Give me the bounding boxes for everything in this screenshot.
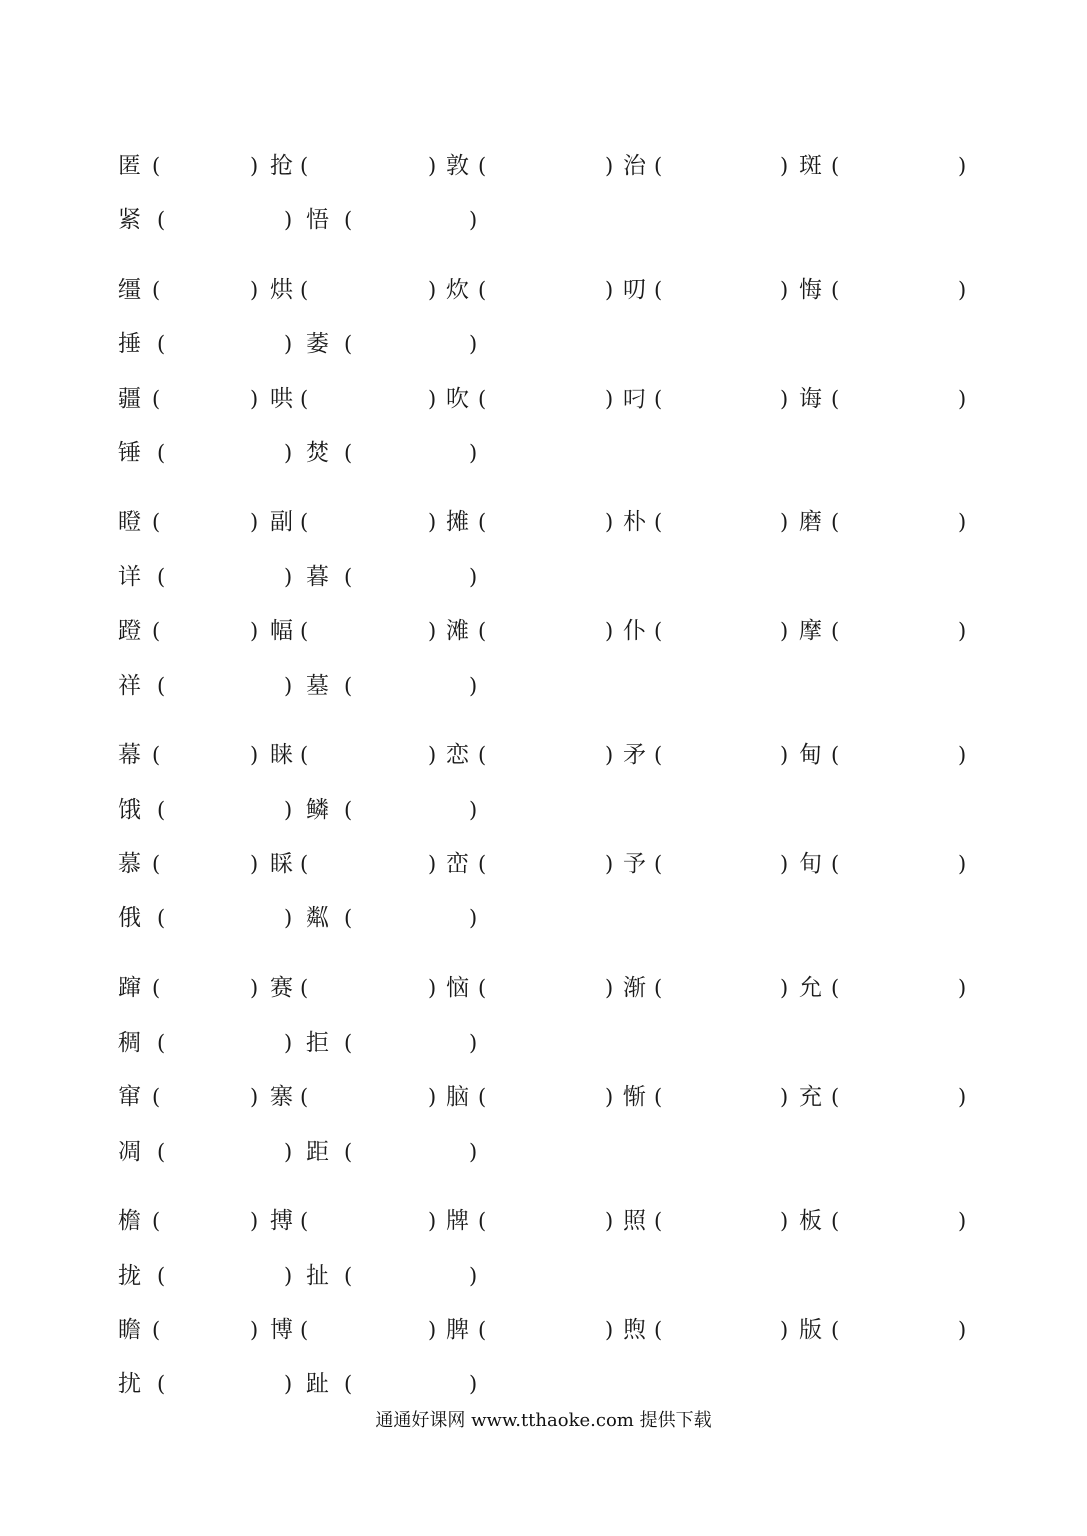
exercise-row xyxy=(0,1364,1087,1404)
answer-blank-close-paren: ) xyxy=(428,1209,437,1233)
character: 摩 xyxy=(799,618,822,644)
answer-blank-close-paren: ) xyxy=(780,154,789,178)
exercise-row xyxy=(0,844,1087,884)
exercise-row xyxy=(0,790,1087,830)
character: 扰 xyxy=(118,1371,141,1397)
answer-blank-open-paren: ( xyxy=(300,852,309,876)
answer-blank-close-paren: ) xyxy=(958,154,967,178)
page-footer: 通通好课网 www.tthaoke.com 提供下载 xyxy=(375,1410,712,1431)
character: 峦 xyxy=(446,851,469,877)
answer-blank-open-paren: ( xyxy=(344,906,353,930)
answer-blank-open-paren: ( xyxy=(831,278,840,302)
character: 趾 xyxy=(306,1371,329,1397)
answer-blank-close-paren: ) xyxy=(284,798,293,822)
character: 敦 xyxy=(446,153,469,179)
character: 脾 xyxy=(446,1317,469,1343)
answer-blank-open-paren: ( xyxy=(654,1209,663,1233)
answer-blank-open-paren: ( xyxy=(344,441,353,465)
answer-blank-close-paren: ) xyxy=(780,1318,789,1342)
character: 滩 xyxy=(446,618,469,644)
answer-blank-open-paren: ( xyxy=(478,1085,487,1109)
character: 缰 xyxy=(118,277,141,303)
character: 赛 xyxy=(270,975,293,1001)
character: 诲 xyxy=(799,386,822,412)
answer-blank-open-paren: ( xyxy=(654,1085,663,1109)
answer-blank-open-paren: ( xyxy=(344,1031,353,1055)
exercise-row xyxy=(0,968,1087,1008)
answer-blank-close-paren: ) xyxy=(958,278,967,302)
exercise-row xyxy=(0,1201,1087,1241)
answer-blank-close-paren: ) xyxy=(469,798,478,822)
answer-blank-open-paren: ( xyxy=(478,619,487,643)
answer-blank-close-paren: ) xyxy=(469,906,478,930)
answer-blank-open-paren: ( xyxy=(831,743,840,767)
exercise-row xyxy=(0,735,1087,775)
answer-blank-open-paren: ( xyxy=(300,1209,309,1233)
character: 矛 xyxy=(623,742,646,768)
character: 煦 xyxy=(623,1317,646,1343)
answer-blank-close-paren: ) xyxy=(428,278,437,302)
answer-blank-open-paren: ( xyxy=(300,619,309,643)
answer-blank-close-paren: ) xyxy=(284,332,293,356)
character: 予 xyxy=(623,851,646,877)
answer-blank-open-paren: ( xyxy=(157,1264,166,1288)
answer-blank-close-paren: ) xyxy=(780,1085,789,1109)
answer-blank-close-paren: ) xyxy=(605,1085,614,1109)
answer-blank-open-paren: ( xyxy=(157,1031,166,1055)
character: 恼 xyxy=(446,975,469,1001)
answer-blank-close-paren: ) xyxy=(958,1318,967,1342)
answer-blank-close-paren: ) xyxy=(958,852,967,876)
answer-blank-close-paren: ) xyxy=(605,510,614,534)
answer-blank-open-paren: ( xyxy=(344,1264,353,1288)
answer-blank-open-paren: ( xyxy=(157,906,166,930)
answer-blank-open-paren: ( xyxy=(654,278,663,302)
answer-blank-open-paren: ( xyxy=(152,743,161,767)
answer-blank-close-paren: ) xyxy=(469,1264,478,1288)
answer-blank-open-paren: ( xyxy=(478,743,487,767)
character: 悟 xyxy=(306,207,329,233)
answer-blank-open-paren: ( xyxy=(478,510,487,534)
answer-blank-close-paren: ) xyxy=(958,619,967,643)
character: 檐 xyxy=(118,1208,141,1234)
exercise-row xyxy=(0,1023,1087,1063)
answer-blank-close-paren: ) xyxy=(605,976,614,1000)
character: 凋 xyxy=(118,1139,141,1165)
character: 蹿 xyxy=(118,975,141,1001)
answer-blank-close-paren: ) xyxy=(780,1209,789,1233)
answer-blank-open-paren: ( xyxy=(831,1085,840,1109)
answer-blank-open-paren: ( xyxy=(654,1318,663,1342)
answer-blank-close-paren: ) xyxy=(250,852,259,876)
answer-blank-close-paren: ) xyxy=(469,208,478,232)
character: 板 xyxy=(799,1208,822,1234)
answer-blank-close-paren: ) xyxy=(428,1085,437,1109)
character: 睬 xyxy=(270,851,293,877)
exercise-row xyxy=(0,1132,1087,1172)
answer-blank-close-paren: ) xyxy=(250,619,259,643)
answer-blank-open-paren: ( xyxy=(654,619,663,643)
character: 紧 xyxy=(118,207,141,233)
answer-blank-open-paren: ( xyxy=(831,1209,840,1233)
answer-blank-close-paren: ) xyxy=(428,852,437,876)
character: 匿 xyxy=(118,153,141,179)
character: 朴 xyxy=(623,509,646,535)
answer-blank-close-paren: ) xyxy=(958,1209,967,1233)
exercise-row xyxy=(0,1256,1087,1296)
answer-blank-open-paren: ( xyxy=(157,441,166,465)
answer-blank-open-paren: ( xyxy=(478,278,487,302)
answer-blank-open-paren: ( xyxy=(157,208,166,232)
answer-blank-close-paren: ) xyxy=(469,565,478,589)
answer-blank-close-paren: ) xyxy=(958,743,967,767)
character: 萎 xyxy=(306,331,329,357)
answer-blank-open-paren: ( xyxy=(152,1085,161,1109)
exercise-row xyxy=(0,324,1087,364)
answer-blank-open-paren: ( xyxy=(344,332,353,356)
answer-blank-close-paren: ) xyxy=(284,565,293,589)
character: 炊 xyxy=(446,277,469,303)
character: 甸 xyxy=(799,742,822,768)
character: 幕 xyxy=(118,742,141,768)
character: 叼 xyxy=(623,386,646,412)
answer-blank-open-paren: ( xyxy=(157,674,166,698)
answer-blank-open-paren: ( xyxy=(344,565,353,589)
character: 饿 xyxy=(118,797,141,823)
exercise-row xyxy=(0,611,1087,651)
answer-blank-open-paren: ( xyxy=(344,208,353,232)
exercise-row xyxy=(0,433,1087,473)
answer-blank-close-paren: ) xyxy=(250,387,259,411)
character: 摊 xyxy=(446,509,469,535)
character: 斑 xyxy=(799,153,822,179)
character: 抢 xyxy=(270,153,293,179)
answer-blank-open-paren: ( xyxy=(152,387,161,411)
answer-blank-open-paren: ( xyxy=(478,852,487,876)
answer-blank-open-paren: ( xyxy=(478,1318,487,1342)
character: 锤 xyxy=(118,440,141,466)
answer-blank-close-paren: ) xyxy=(428,387,437,411)
answer-blank-open-paren: ( xyxy=(654,976,663,1000)
answer-blank-close-paren: ) xyxy=(250,743,259,767)
character: 幅 xyxy=(270,618,293,644)
character: 叨 xyxy=(623,277,646,303)
answer-blank-open-paren: ( xyxy=(478,976,487,1000)
answer-blank-open-paren: ( xyxy=(831,619,840,643)
character: 脑 xyxy=(446,1084,469,1110)
exercise-row xyxy=(0,200,1087,240)
answer-blank-open-paren: ( xyxy=(152,1318,161,1342)
character: 牌 xyxy=(446,1208,469,1234)
answer-blank-open-paren: ( xyxy=(152,510,161,534)
answer-blank-open-paren: ( xyxy=(344,1140,353,1164)
exercise-row xyxy=(0,502,1087,542)
character: 鳞 xyxy=(306,797,329,823)
answer-blank-close-paren: ) xyxy=(250,1209,259,1233)
character: 疆 xyxy=(118,386,141,412)
answer-blank-close-paren: ) xyxy=(250,1085,259,1109)
answer-blank-close-paren: ) xyxy=(250,154,259,178)
answer-blank-open-paren: ( xyxy=(831,387,840,411)
exercise-row xyxy=(0,379,1087,419)
answer-blank-open-paren: ( xyxy=(300,510,309,534)
character: 悔 xyxy=(799,277,822,303)
answer-blank-close-paren: ) xyxy=(469,332,478,356)
character: 照 xyxy=(623,1208,646,1234)
character: 恋 xyxy=(446,742,469,768)
answer-blank-open-paren: ( xyxy=(157,565,166,589)
answer-blank-close-paren: ) xyxy=(250,976,259,1000)
character: 距 xyxy=(306,1139,329,1165)
exercise-row xyxy=(0,898,1087,938)
character: 磨 xyxy=(799,509,822,535)
answer-blank-close-paren: ) xyxy=(284,1372,293,1396)
answer-blank-close-paren: ) xyxy=(250,510,259,534)
answer-blank-open-paren: ( xyxy=(831,154,840,178)
answer-blank-open-paren: ( xyxy=(152,278,161,302)
character: 窜 xyxy=(118,1084,141,1110)
character: 墓 xyxy=(306,673,329,699)
answer-blank-close-paren: ) xyxy=(958,1085,967,1109)
answer-blank-close-paren: ) xyxy=(780,619,789,643)
answer-blank-open-paren: ( xyxy=(300,154,309,178)
character: 搏 xyxy=(270,1208,293,1234)
character: 瞻 xyxy=(118,1317,141,1343)
answer-blank-close-paren: ) xyxy=(780,852,789,876)
answer-blank-close-paren: ) xyxy=(780,278,789,302)
answer-blank-close-paren: ) xyxy=(605,1318,614,1342)
exercise-row xyxy=(0,666,1087,706)
character: 俄 xyxy=(118,905,141,931)
answer-blank-close-paren: ) xyxy=(780,387,789,411)
answer-blank-open-paren: ( xyxy=(157,798,166,822)
answer-blank-close-paren: ) xyxy=(958,387,967,411)
answer-blank-close-paren: ) xyxy=(469,1372,478,1396)
answer-blank-open-paren: ( xyxy=(157,1140,166,1164)
answer-blank-close-paren: ) xyxy=(605,852,614,876)
character: 寨 xyxy=(270,1084,293,1110)
character: 睐 xyxy=(270,742,293,768)
exercise-row xyxy=(0,146,1087,186)
answer-blank-open-paren: ( xyxy=(478,154,487,178)
answer-blank-close-paren: ) xyxy=(605,1209,614,1233)
answer-blank-close-paren: ) xyxy=(250,278,259,302)
answer-blank-close-paren: ) xyxy=(284,1031,293,1055)
answer-blank-open-paren: ( xyxy=(152,852,161,876)
character: 版 xyxy=(799,1317,822,1343)
character: 祥 xyxy=(118,673,141,699)
answer-blank-close-paren: ) xyxy=(284,441,293,465)
answer-blank-open-paren: ( xyxy=(157,332,166,356)
answer-blank-open-paren: ( xyxy=(831,1318,840,1342)
answer-blank-open-paren: ( xyxy=(344,1372,353,1396)
character: 暮 xyxy=(306,564,329,590)
answer-blank-close-paren: ) xyxy=(284,1140,293,1164)
character: 烘 xyxy=(270,277,293,303)
character: 副 xyxy=(270,509,293,535)
character: 拢 xyxy=(118,1263,141,1289)
answer-blank-open-paren: ( xyxy=(300,278,309,302)
answer-blank-close-paren: ) xyxy=(469,1031,478,1055)
character: 吹 xyxy=(446,386,469,412)
answer-blank-open-paren: ( xyxy=(300,1085,309,1109)
answer-blank-close-paren: ) xyxy=(250,1318,259,1342)
answer-blank-open-paren: ( xyxy=(157,1372,166,1396)
answer-blank-open-paren: ( xyxy=(152,619,161,643)
character: 稠 xyxy=(118,1030,141,1056)
answer-blank-open-paren: ( xyxy=(654,154,663,178)
answer-blank-close-paren: ) xyxy=(958,976,967,1000)
answer-blank-open-paren: ( xyxy=(344,798,353,822)
character: 旬 xyxy=(799,851,822,877)
answer-blank-open-paren: ( xyxy=(654,387,663,411)
character: 允 xyxy=(799,975,822,1001)
character: 扯 xyxy=(306,1263,329,1289)
answer-blank-close-paren: ) xyxy=(284,674,293,698)
character: 渐 xyxy=(623,975,646,1001)
answer-blank-close-paren: ) xyxy=(605,619,614,643)
character: 瞪 xyxy=(118,509,141,535)
answer-blank-open-paren: ( xyxy=(300,743,309,767)
answer-blank-close-paren: ) xyxy=(780,743,789,767)
answer-blank-close-paren: ) xyxy=(605,743,614,767)
answer-blank-open-paren: ( xyxy=(152,976,161,1000)
answer-blank-open-paren: ( xyxy=(152,154,161,178)
character: 粼 xyxy=(306,905,329,931)
answer-blank-close-paren: ) xyxy=(780,510,789,534)
answer-blank-close-paren: ) xyxy=(605,154,614,178)
exercise-row xyxy=(0,557,1087,597)
answer-blank-open-paren: ( xyxy=(300,387,309,411)
answer-blank-close-paren: ) xyxy=(469,1140,478,1164)
answer-blank-close-paren: ) xyxy=(605,278,614,302)
character: 详 xyxy=(118,564,141,590)
character: 治 xyxy=(623,153,646,179)
character: 慕 xyxy=(118,851,141,877)
answer-blank-close-paren: ) xyxy=(428,1318,437,1342)
answer-blank-close-paren: ) xyxy=(428,743,437,767)
answer-blank-close-paren: ) xyxy=(428,154,437,178)
answer-blank-close-paren: ) xyxy=(428,510,437,534)
answer-blank-open-paren: ( xyxy=(152,1209,161,1233)
answer-blank-close-paren: ) xyxy=(284,208,293,232)
answer-blank-close-paren: ) xyxy=(780,976,789,1000)
answer-blank-close-paren: ) xyxy=(284,906,293,930)
answer-blank-open-paren: ( xyxy=(478,387,487,411)
character: 仆 xyxy=(623,618,646,644)
exercise-row xyxy=(0,1310,1087,1350)
character: 捶 xyxy=(118,331,141,357)
answer-blank-close-paren: ) xyxy=(469,441,478,465)
answer-blank-open-paren: ( xyxy=(478,1209,487,1233)
character: 哄 xyxy=(270,386,293,412)
answer-blank-open-paren: ( xyxy=(654,852,663,876)
exercise-row xyxy=(0,270,1087,310)
answer-blank-close-paren: ) xyxy=(469,674,478,698)
character: 拒 xyxy=(306,1030,329,1056)
answer-blank-open-paren: ( xyxy=(831,852,840,876)
answer-blank-close-paren: ) xyxy=(428,619,437,643)
character: 充 xyxy=(799,1084,822,1110)
answer-blank-close-paren: ) xyxy=(605,387,614,411)
answer-blank-open-paren: ( xyxy=(654,510,663,534)
answer-blank-close-paren: ) xyxy=(284,1264,293,1288)
answer-blank-open-paren: ( xyxy=(831,510,840,534)
character: 蹬 xyxy=(118,618,141,644)
exercise-row xyxy=(0,1077,1087,1117)
character: 博 xyxy=(270,1317,293,1343)
character: 惭 xyxy=(623,1084,646,1110)
answer-blank-open-paren: ( xyxy=(300,976,309,1000)
answer-blank-open-paren: ( xyxy=(300,1318,309,1342)
answer-blank-open-paren: ( xyxy=(831,976,840,1000)
answer-blank-open-paren: ( xyxy=(654,743,663,767)
answer-blank-close-paren: ) xyxy=(958,510,967,534)
character: 焚 xyxy=(306,440,329,466)
answer-blank-open-paren: ( xyxy=(344,674,353,698)
answer-blank-close-paren: ) xyxy=(428,976,437,1000)
